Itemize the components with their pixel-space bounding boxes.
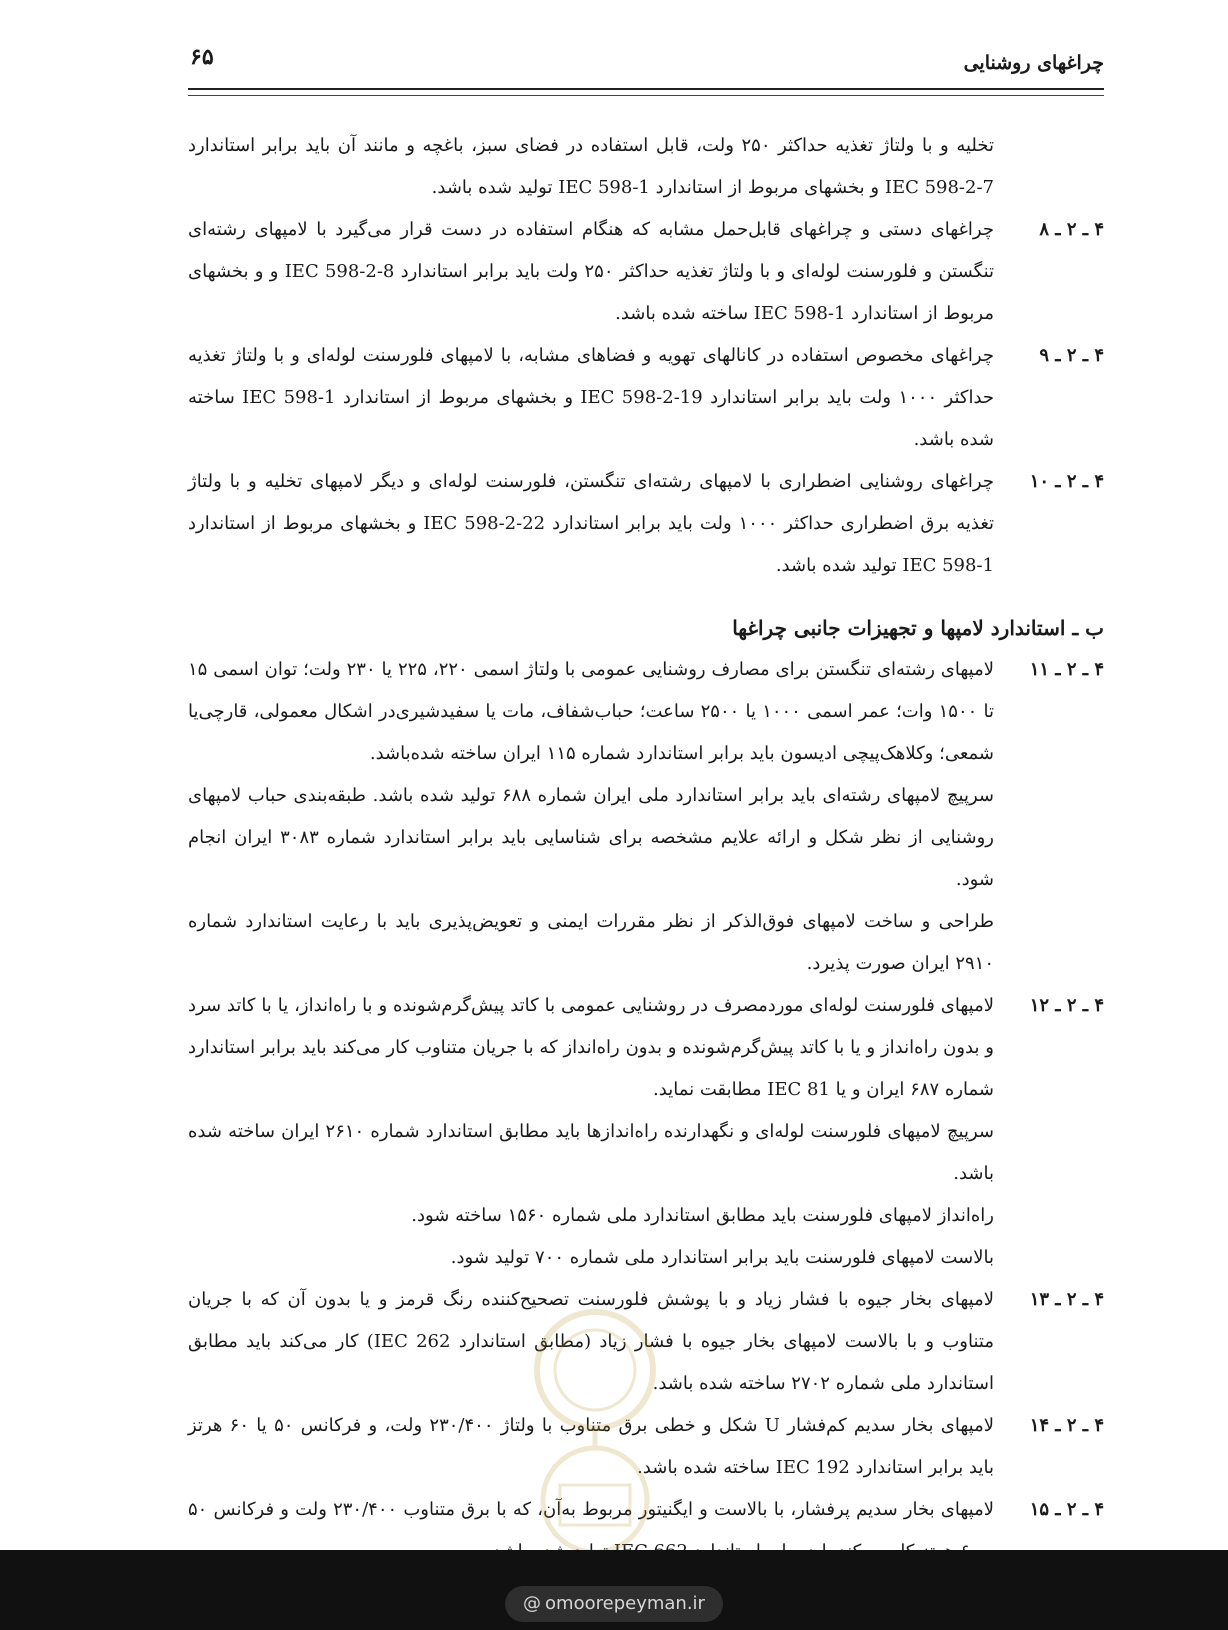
at-icon: @ <box>523 1593 542 1614</box>
running-title: چراغهای روشنایی <box>963 52 1104 74</box>
clause-paragraph: طراحی و ساخت لامپهای فوق‌الذکر از نظر مقررات ایمنی و تعویض‌پذیری باید با رعایت استاندارد شماره ۲۹۱۰ ایران صورت پذیرد. <box>188 911 994 974</box>
clause-4-2-13 <box>188 1279 1104 1405</box>
section-b-heading: ب ـ استاندارد لامپها و تجهیزات جانبی چراغها <box>732 616 1104 640</box>
clause-text: لامپهای بخار سدیم کم‌فشار U شکل و خطی برق متناوب با ولتاژ ۲۳۰/۴۰۰ ولت، و فرکانس ۵۰ یا ۶۰ هرتز باید برابر استاندارد IEC 192 ساخته شده باشد. <box>188 1415 995 1478</box>
clause-text: لامپهای بخار سدیم پرفشار، با بالاست و ایگنیتور مربوط به‌آن، که با برق متناوب ۲۳۰/۴۰۰ ولت و فرکانس ۵۰ <box>188 1499 994 1520</box>
clause-number: ۴ ـ ۲ ـ ۱۲ <box>1029 995 1104 1016</box>
clause-text: لامپهای فلورسنت لوله‌ای موردمصرف در روشنایی عمومی با کاتد پیش‌گرم‌شونده و با راه‌انداز، یا با کاتد سرد و بدون راه‌انداز و یا با کاتد پیش‌گرم‌شونده و بدون راه‌انداز که با جریان متناوب کار می‌کند باید برابر استاندارد شماره ۶۸۷ ایران و یا IEC 81 مطابقت نماید. <box>188 995 994 1100</box>
clause-number: ۴ ـ ۲ ـ ۱۱ <box>1029 659 1104 680</box>
clause-4-2-9 <box>188 335 1104 461</box>
site-watermark-text: omoorepeyman.ir <box>545 1593 705 1614</box>
clause-4-2-12 <box>188 985 1104 1111</box>
continued-paragraph: تخلیه و با ولتاژ تغذیه حداکثر ۲۵۰ ولت، قابل استفاده در فضای سبز، باغچه و مانند آن باید برابر استاندارد IEC 598-2-7 و بخشهای مربوط از استاندارد IEC 598-1 تولید شده باشد. <box>188 135 994 198</box>
clause-number: ۴ ـ ۲ ـ ۱۳ <box>1029 1289 1104 1310</box>
clause-text: چراغهای مخصوص استفاده در کانالهای تهویه و فضاهای مشابه، با لامپهای فلورسنت لوله‌ای و با ولتاژ تغذیه حداکثر ۱۰۰۰ ولت باید برابر استاندارد IEC 598-2-19 و بخشهای مربوط از استاندارد IEC 598-1 ساخته شده باشد. <box>188 345 995 450</box>
clause-text: لامپهای بخار جیوه با فشار زیاد و با پوشش فلورسنت تصحیح‌کننده رنگ قرمز و یا بدون آن که با جریان متناوب و با بالاست لامپهای بخار جیوه با فشار زیاد (مطابق استاندارد IEC 262) کار می‌کند باید مطابق استاندارد ملی شماره ۲۷۰۲ ساخته شده باشد. <box>188 1289 994 1394</box>
clause-4-2-14 <box>188 1405 1104 1489</box>
site-watermark-badge <box>505 1586 723 1622</box>
page-header <box>188 44 1104 90</box>
clause-text: چراغهای روشنایی اضطراری با لامپهای رشته‌ای تنگستن، فلورسنت لوله‌ای و دیگر لامپهای تخلیه و با ولتاژ تغذیه برق اضطراری حداکثر ۱۰۰۰ ولت باید برابر استاندارد IEC 598-2-22 و بخشهای مربوط از استاندارد IEC 598-1 تولید شده باشد. <box>188 471 995 576</box>
clause-number: ۴ ـ ۲ ـ ۱۰ <box>1029 471 1104 492</box>
clause-number: ۴ ـ ۲ ـ ۱۵ <box>1029 1499 1104 1520</box>
page-number: ۶۵ <box>190 44 214 70</box>
clause-paragraph: راه‌انداز لامپهای فلورسنت باید مطابق استاندارد ملی شماره ۱۵۶۰ ساخته شود. <box>411 1205 994 1226</box>
clause-number: ۴ ـ ۲ ـ ۸ <box>1039 219 1104 240</box>
clause-number: ۴ ـ ۲ ـ ۱۴ <box>1029 1415 1104 1436</box>
clause-paragraph: سرپیچ لامپهای رشته‌ای باید برابر استاندارد ملی ایران شماره ۶۸۸ تولید شده باشد. طبقه‌بندی حباب لامپهای روشنایی از نظر شکل و ارائه علایم مشخصه برای شناسایی باید برابر استاندارد شماره ۳۰۸۳ ایران انجام شود. <box>188 785 994 890</box>
footer-bar <box>0 1550 1228 1630</box>
section-gap <box>188 587 1104 607</box>
clause-4-2-11 <box>188 649 1104 775</box>
clause-text: چراغهای دستی و چراغهای قابل‌حمل مشابه که هنگام استفاده در دست قرار می‌گیرد با لامپهای رشته‌ای تنگستن و فلورسنت لوله‌ای و با ولتاژ تغذیه حداکثر ۲۵۰ ولت باید برابر استاندارد IEC 598-2-8 و و بخشهای مربوط از استاندارد IEC 598-1 ساخته شده باشد. <box>188 219 995 324</box>
clause-paragraph: سرپیچ لامپهای فلورسنت لوله‌ای و نگهدارنده راه‌اندازها باید مطابق استاندارد شماره ۲۶۱۰ ایران ساخته شده باشد. <box>188 1121 994 1184</box>
clause-number: ۴ ـ ۲ ـ ۹ <box>1039 345 1104 366</box>
header-rule-thin <box>188 95 1104 96</box>
clause-text: لامپهای رشته‌ای تنگستن برای مصارف روشنایی عمومی با ولتاژ اسمی ۲۲۰، ۲۲۵ یا ۲۳۰ ولت؛ توان اسمی ۱۵ تا ۱۵۰۰ وات؛ عمر اسمی ۱۰۰۰ یا ۲۵۰۰ ساعت؛ حباب‌شفاف، مات یا سفیدشیری‌در اشکال معمولی، قارچی‌یا شمعی؛ وکلاهک‌پیچی ادیسون باید برابر استاندارد شماره ۱۱۵ ایران ساخته شده‌باشد. <box>188 659 995 764</box>
clause-4-2-10 <box>188 461 1104 587</box>
clause-4-2-8 <box>188 209 1104 335</box>
header-rule <box>188 88 1104 90</box>
page-body <box>188 125 1104 1573</box>
clause-paragraph: بالاست لامپهای فلورسنت باید برابر استاندارد ملی شماره ۷۰۰ تولید شود. <box>450 1247 994 1268</box>
